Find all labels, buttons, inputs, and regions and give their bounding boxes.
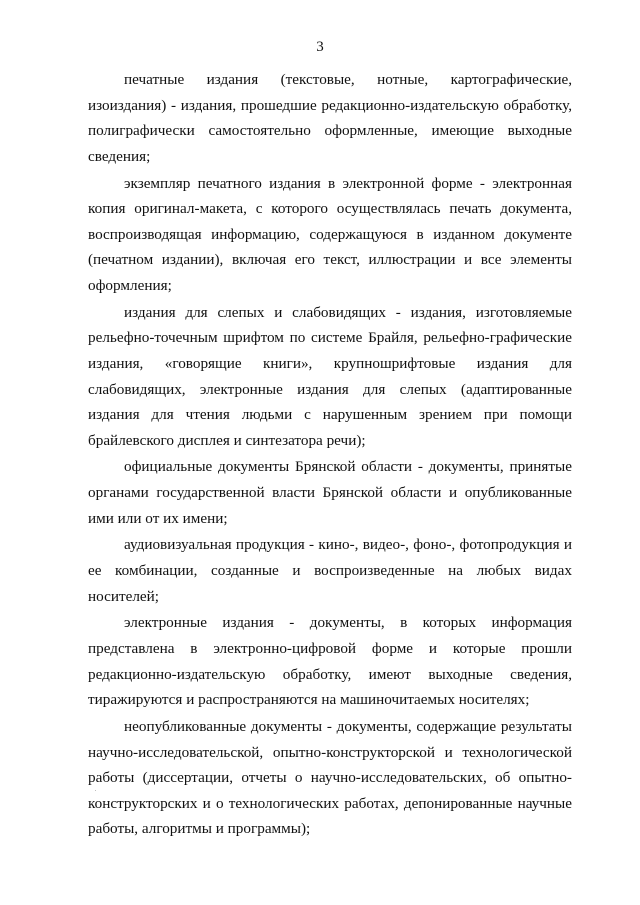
scan-speck bbox=[95, 790, 96, 791]
page-number: 3 bbox=[316, 39, 324, 55]
paragraph-unpublished-documents: неопубликованные документы - документы, содержащие результаты научно-исследовательской, опытно-конструкторской и технологической работы (диссертации, отчеты о научно-исследовательских, об опытно-конструкторских и о технологических работах, депонированные научные работы, алгоритмы и программы); bbox=[88, 717, 572, 838]
paragraph-editions-for-blind: издания для слепых и слабовидящих - издания, изготовляемые рельефно-точечным шрифтом по системе Брайля, рельефно-графические издания, «говорящие книги», крупношрифтовые издания для слабовидящих, электронные издания для слепых (адаптированные издания для чтения людьми с нарушенным зрением при помощи брайлевского дисплея и синтезатора речи); bbox=[88, 303, 572, 449]
document-body bbox=[88, 67, 572, 842]
paragraph-official-documents: официальные документы Брянской области - документы, принятые органами государственной власти Брянской области и опубликованные ими или от их имени; bbox=[88, 458, 572, 527]
paragraph-electronic-editions: электронные издания - документы, в которых информация представлена в электронно-цифровой форме и которые прошли редакционно-издательскую обработку, имеют выходные сведения, тиражируются и распространяются на машиночитаемых носителях; bbox=[88, 614, 572, 709]
paragraph-audiovisual-products: аудиовизуальная продукция - кино-, видео-, фоно-, фотопродукция и ее комбинации, созданные и воспроизведенные на любых видах носителей; bbox=[88, 536, 572, 605]
paragraph-printed-editions: печатные издания (текстовые, нотные, картографические, изоиздания) - издания, прошедшие редакционно-издательскую обработку, полиграфически самостоятельно оформленные, имеющие выходные сведения; bbox=[88, 71, 572, 165]
paragraph-electronic-copy: экземпляр печатного издания в электронной форме - электронная копия оригинал-макета, с которого осуществлялась печать документа, воспроизводящая информацию, содержащуюся в изданном документе (печатном издании), включая его текст, иллюстрации и все элементы оформления; bbox=[88, 174, 572, 294]
